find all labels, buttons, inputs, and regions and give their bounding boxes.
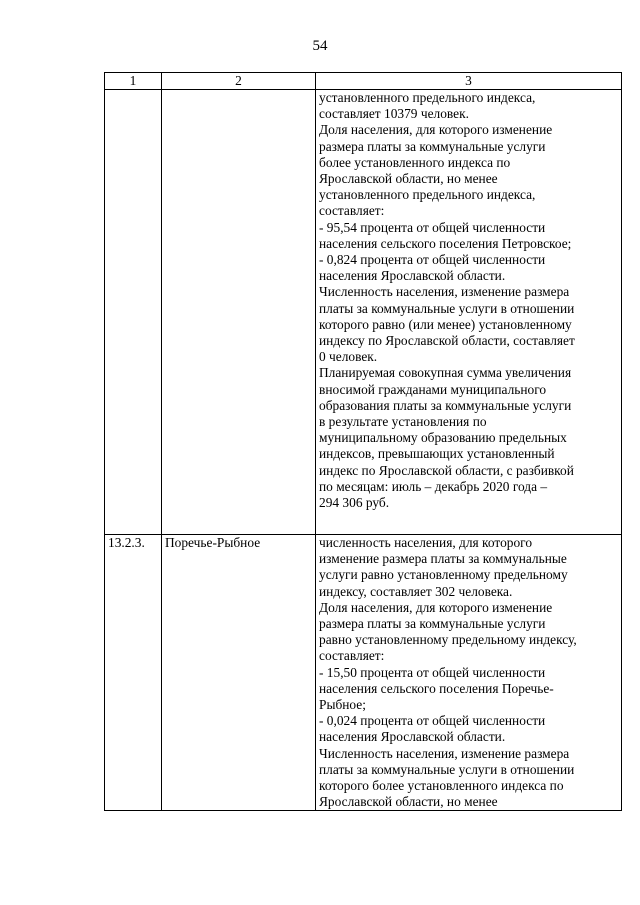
table-header-row	[105, 73, 622, 90]
header-cell-3: 3	[316, 73, 622, 90]
settlement-name-cell	[162, 90, 316, 535]
settlement-name-cell: Поречье-Рыбное	[162, 535, 316, 811]
table-row	[105, 535, 622, 811]
header-cell-2: 2	[162, 73, 316, 90]
table-row	[105, 90, 622, 535]
header-cell-1: 1	[105, 73, 162, 90]
document-table	[104, 72, 622, 811]
description-cell: установленного предельного индекса, составляет 10379 человек. Доля населения, для которого изменение размера платы за коммунальные услуги более установленного индекса по Ярославской области, но менее установленного предельного индекса, составляет: - 95,54 процента от общей численности населения сельского поселения Петровское; - 0,824 процента от общей численности населения Ярославской области. Численность населения, изменение размера платы за коммунальные услуги в отношении которого равно (или менее) установленному индексу по Ярославской области, составляет 0 человек. Планируемая совокупная сумма увеличения вносимой гражданами муниципального образования платы за коммунальные услуги в результате установления по муниципальному образованию предельных индексов, превышающих установленный индекс по Ярославской области, с разбивкой по месяцам: июль – декабрь 2020 года – 294 306 руб.	[316, 90, 622, 535]
page-number: 54	[312, 38, 328, 54]
description-cell: численность населения, для которого изменение размера платы за коммунальные услуги равно установленному предельному индексу, составляет 302 человека. Доля населения, для которого изменение размера платы за коммунальные услуги равно установленному предельному индексу, составляет: - 15,50 процента от общей численности населения сельского поселения Поречье- Рыбное; - 0,024 процента от общей численности населения Ярославской области. Численность населения, изменение размера платы за коммунальные услуги в отношении которого более установленного индекса по Ярославской области, но менее	[316, 535, 622, 811]
row-number-cell	[105, 90, 162, 535]
row-number-cell: 13.2.3.	[105, 535, 162, 811]
